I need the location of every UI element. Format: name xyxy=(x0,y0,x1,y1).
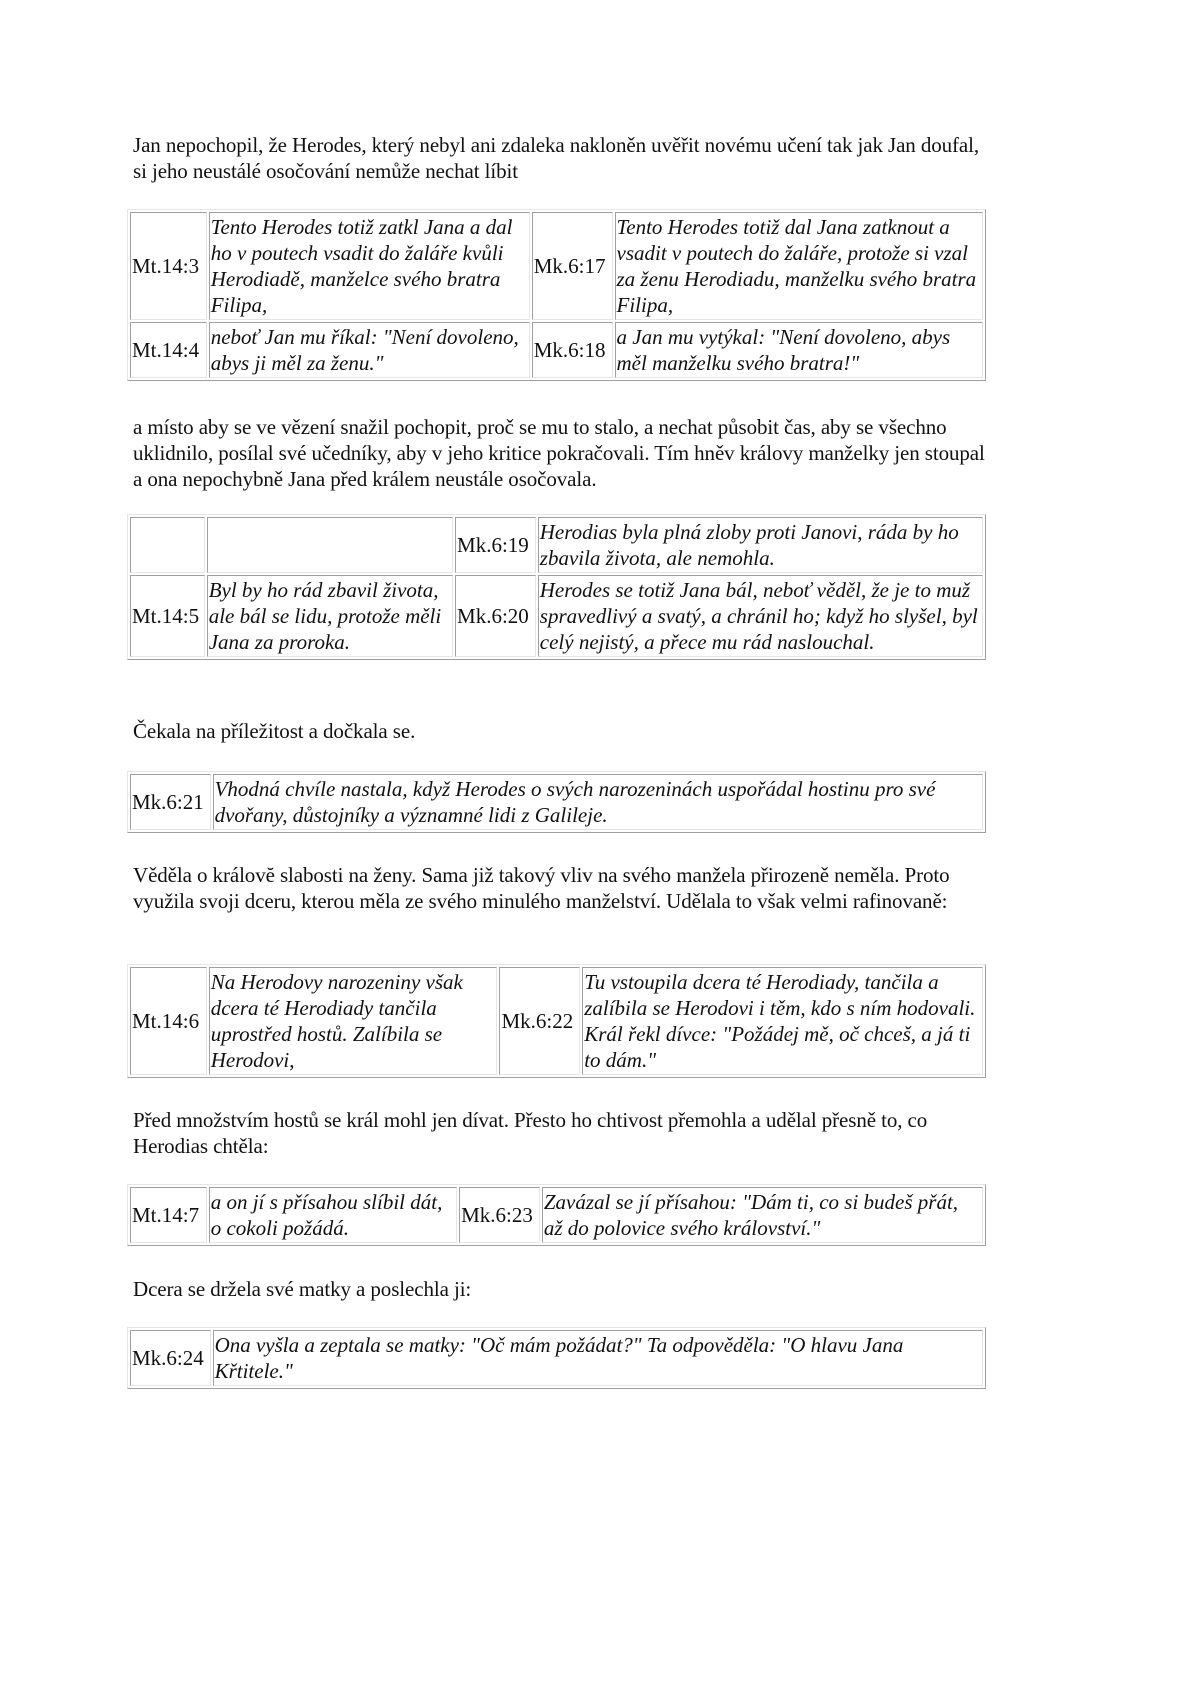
matthew-verse-text: neboť Jan mu říkal: "Není dovoleno, abys ji měl za ženu." xyxy=(209,322,530,378)
mark-verse-ref: Mk.6:17 xyxy=(532,212,613,320)
table-row xyxy=(130,774,983,830)
mark-verse-text: a Jan mu vytýkal: "Není dovoleno, abys měl manželku svého bratra!" xyxy=(615,322,984,378)
table-row xyxy=(130,1187,983,1243)
paragraph-waiting: Čekala na příležitost a dočkala se. xyxy=(133,719,416,743)
matthew-verse-ref xyxy=(130,517,205,573)
synoptic-table-1 xyxy=(127,209,986,381)
mark-verse-ref: Mk.6:21 xyxy=(130,774,211,830)
table-row xyxy=(130,322,983,378)
mark-verse-text: Ona vyšla a zeptala se matky: "Oč mám požádat?" Ta odpověděla: "O hlavu Jana Křtitele." xyxy=(213,1330,983,1386)
matthew-verse-text xyxy=(207,517,453,573)
table-row xyxy=(130,575,983,657)
paragraph-prison: a místo aby se ve vězení snažil pochopit, proč se mu to stalo, a nechat působit čas, aby se všechno uklidnilo, posílal své učedníky, aby v jeho kritice pokračovali. Tím hněv královy manželky jen stoupal a ona nepochybně Jana před králem neustále osočovala. xyxy=(133,415,985,491)
matthew-verse-text: a on jí s přísahou slíbil dát, o cokoli požádá. xyxy=(209,1187,457,1243)
mark-verse-text: Zavázal se jí přísahou: "Dám ti, co si budeš přát, až do polovice svého království." xyxy=(542,1187,983,1243)
table-row xyxy=(130,967,983,1075)
matthew-verse-text: Na Herodovy narozeniny však dcera té Herodiady tančila uprostřed hostů. Zalíbila se Herodovi, xyxy=(209,967,498,1075)
paragraph-daughter: Dcera se držela své matky a poslechla ji: xyxy=(133,1277,472,1301)
table-row xyxy=(130,1330,983,1386)
matthew-verse-text: Byl by ho rád zbavil života, ale bál se lidu, protože měli Jana za proroka. xyxy=(207,575,453,657)
table-row xyxy=(130,517,983,573)
matthew-verse-ref: Mt.14:6 xyxy=(130,967,207,1075)
mark-verse-ref: Mk.6:23 xyxy=(459,1187,540,1243)
matthew-verse-ref: Mt.14:3 xyxy=(130,212,207,320)
paragraph-guests: Před množstvím hostů se král mohl jen dívat. Přesto ho chtivost přemohla a udělal přesně to, co Herodias chtěla: xyxy=(133,1108,928,1158)
mark-verse-ref: Mk.6:19 xyxy=(455,517,536,573)
paragraph-intro: Jan nepochopil, že Herodes, který nebyl ani zdaleka nakloněn uvěřit novému učení tak jak Jan doufal, si jeho neustálé osočování nemůže nechat líbit xyxy=(133,133,980,183)
mark-verse-ref: Mk.6:22 xyxy=(499,967,580,1075)
mark-verse-text: Herodes se totiž Jana bál, neboť věděl, že je to muž spravedlivý a svatý, a chránil ho; když ho slyšel, byl celý nejistý, a přece mu rád naslouchal. xyxy=(538,575,983,657)
synoptic-table-6 xyxy=(127,1327,986,1389)
mark-verse-ref: Mk.6:24 xyxy=(130,1330,211,1386)
synoptic-table-2 xyxy=(127,514,986,660)
matthew-verse-ref: Mt.14:7 xyxy=(130,1187,207,1243)
mark-verse-text: Tu vstoupila dcera té Herodiady, tančila a zalíbila se Herodovi i těm, kdo s ním hodovali. Král řekl dívce: "Požádej mě, oč chceš, a já ti to dám." xyxy=(582,967,983,1075)
table-row xyxy=(130,212,983,320)
matthew-verse-ref: Mt.14:5 xyxy=(130,575,205,657)
mark-verse-ref: Mk.6:20 xyxy=(455,575,536,657)
mark-verse-text: Vhodná chvíle nastala, když Herodes o svých narozeninách uspořádal hostinu pro své dvořany, důstojníky a významné lidi z Galileje. xyxy=(213,774,983,830)
mark-verse-ref: Mk.6:18 xyxy=(532,322,613,378)
matthew-verse-text: Tento Herodes totiž zatkl Jana a dal ho v poutech vsadit do žaláře kvůli Herodiadě, manželce svého bratra Filipa, xyxy=(209,212,530,320)
synoptic-table-3 xyxy=(127,771,986,833)
synoptic-table-5 xyxy=(127,1184,986,1246)
matthew-verse-ref: Mt.14:4 xyxy=(130,322,207,378)
mark-verse-text: Herodias byla plná zloby proti Janovi, ráda by ho zbavila života, ale nemohla. xyxy=(538,517,983,573)
mark-verse-text: Tento Herodes totiž dal Jana zatknout a vsadit v poutech do žaláře, protože si vzal za ženu Herodiadu, manželku svého bratra Filipa, xyxy=(615,212,984,320)
synoptic-table-4 xyxy=(127,964,986,1078)
paragraph-weakness: Věděla o královĕ slabosti na ženy. Sama již takový vliv na svého manžela přirozeně neměla. Proto využila svoji dceru, kterou měla ze svého minulého manželství. Udělala to však velmi rafinovaně: xyxy=(133,863,950,913)
